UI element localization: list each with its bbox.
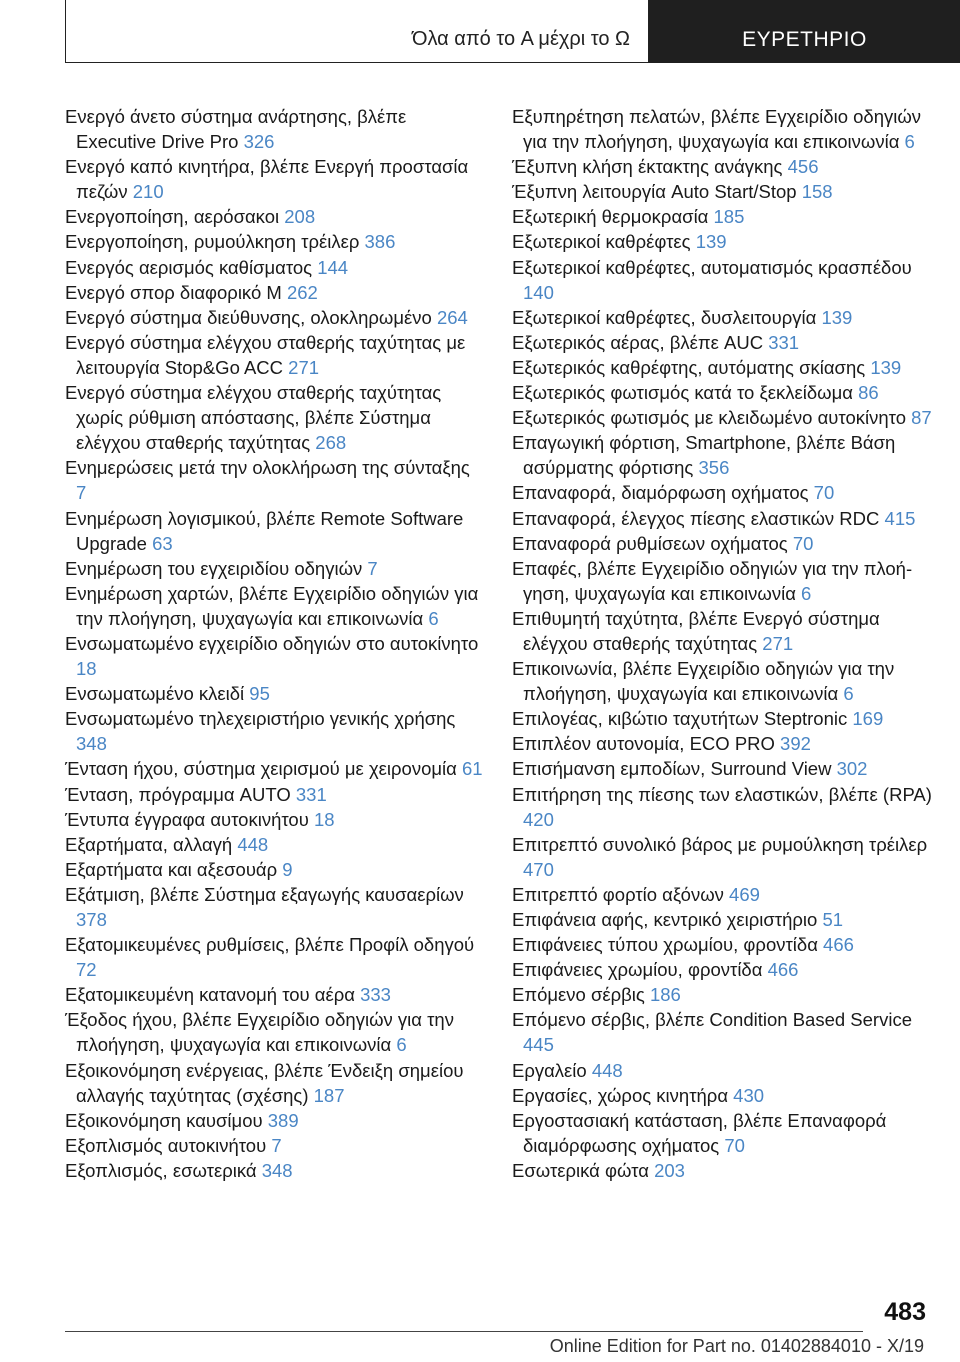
page-reference-link[interactable]: 264 — [436, 306, 468, 328]
page-reference-link[interactable]: 6 — [801, 582, 812, 604]
index-entry-text: Έντυπα έγγραφα αυτοκινήτου — [65, 808, 314, 830]
page-reference-link[interactable]: 389 — [267, 1109, 299, 1131]
page-reference-link[interactable]: 186 — [649, 984, 681, 1006]
index-entry — [65, 280, 485, 305]
page-reference-link[interactable]: 208 — [284, 206, 316, 228]
page-reference-link[interactable]: 333 — [360, 984, 391, 1006]
index-entry — [65, 1158, 485, 1183]
index-entry-text: Επιτρεπτό φορτίο αξόνων — [512, 883, 730, 905]
index-entry — [512, 782, 932, 832]
page-reference-link[interactable]: 262 — [286, 281, 318, 303]
index-entry — [65, 506, 485, 556]
index-entry-text: Επόμενο σέρβις, βλέπε Condition Based Service — [512, 1009, 912, 1031]
index-entry — [65, 380, 485, 455]
header-index-tab[interactable] — [649, 0, 960, 63]
index-entry-text: Εργαλείο — [512, 1059, 592, 1081]
index-entry-text: Ένταση, πρόγραμμα AUTO — [65, 783, 296, 805]
page-reference-link[interactable]: 95 — [249, 683, 270, 705]
index-entry — [512, 731, 932, 756]
page-reference-link[interactable]: 7 — [271, 1134, 282, 1156]
page-reference-link[interactable]: 70 — [813, 482, 835, 504]
page-reference-link[interactable]: 6 — [396, 1034, 407, 1056]
index-entry — [65, 631, 485, 681]
page-reference-link[interactable]: 386 — [364, 231, 396, 253]
index-column-right — [512, 104, 932, 1183]
page-reference-link[interactable]: 302 — [836, 758, 868, 780]
index-entry — [512, 330, 932, 355]
index-entry-text: Εξυπηρέτηση πελατών, βλέπε Εγχειρίδιο οδηγιών για την πλοήγηση, ψυχαγωγία και επικοινωνία — [512, 106, 922, 153]
index-entry — [512, 907, 932, 932]
index-entry — [512, 506, 932, 531]
page-reference-link[interactable]: 139 — [870, 356, 902, 378]
index-entry-text: Ενημέρωση χαρτών, βλέπε Εγχειρίδιο οδηγιών για την πλοήγηση, ψυχαγωγία και επικοινωνία — [65, 582, 479, 629]
index-entry-text: Ενημέρωση του εγχειριδίου οδηγιών — [65, 557, 368, 579]
page-reference-link[interactable]: 348 — [76, 733, 107, 755]
page-reference-link[interactable]: 415 — [884, 507, 916, 529]
index-entry-text: Εξωτερικός αέρας, βλέπε AUC — [512, 331, 769, 353]
index-entry — [512, 1007, 932, 1057]
index-entry-text: Έξυπνη λειτουργία Auto Start/Stop — [512, 181, 802, 203]
page-reference-link[interactable]: 70 — [792, 532, 814, 554]
index-entry-text: Ενεργό σπορ διαφορικό M — [65, 281, 287, 303]
page-reference-link[interactable]: 18 — [313, 808, 335, 830]
index-entry — [65, 1133, 485, 1158]
index-entry-text: Επαγωγική φόρτιση, Smartphone, βλέπε Βάση ασύρματης φόρτισης — [512, 432, 896, 479]
index-entry — [65, 807, 485, 832]
index-entry-text: Ενεργός αερισμός καθίσματος — [65, 256, 318, 278]
index-entry — [65, 756, 485, 781]
index-entry — [512, 355, 932, 380]
index-entry-text: Επισήμανση εμποδίων, Surround View — [512, 758, 837, 780]
page-reference-link[interactable]: 392 — [780, 733, 811, 755]
index-entry-text: Ένταση ήχου, σύστημα χειρισμού με χειρονομία — [65, 758, 462, 780]
index-entry — [65, 330, 485, 380]
index-entry-text: Επιτήρηση της πίεσης των ελαστικών, βλέπε (RPA) — [512, 783, 932, 805]
index-entry-text: Εξοπλισμός, εσωτερικά — [65, 1159, 262, 1181]
index-entry — [65, 255, 485, 280]
index-entry — [512, 380, 932, 405]
index-entry-text: Εργασίες, χώρος κινητήρα — [512, 1084, 734, 1106]
index-entry — [512, 405, 932, 430]
page-reference-link[interactable]: 466 — [767, 959, 799, 981]
page-reference-link[interactable]: 18 — [76, 658, 97, 680]
index-entry — [512, 179, 932, 204]
page-reference-link[interactable]: 331 — [768, 331, 800, 353]
index-entry-text: Επιπλέον αυτονομία, ECO PRO — [512, 733, 781, 755]
index-entry-text: Ενεργό καπό κινητήρα, βλέπε Ενεργή προστασία πεζών — [65, 156, 469, 203]
index-entry-text: Εξατομικευμένες ρυθμίσεις, βλέπε Προφίλ οδηγού — [65, 934, 475, 956]
page-reference-link[interactable]: 466 — [823, 934, 854, 956]
index-entry — [512, 1158, 932, 1183]
index-entry — [65, 204, 485, 229]
index-entry-text: Εξαρτήματα και αξεσουάρ — [65, 858, 283, 880]
index-entry — [65, 932, 485, 982]
index-entry — [512, 305, 932, 330]
page-reference-link[interactable]: 420 — [523, 808, 554, 830]
page-reference-link[interactable]: 72 — [76, 959, 97, 981]
index-entry-text: Επαναφορά, έλεγχος πίεσης ελαστικών RDC — [512, 507, 885, 529]
page-reference-link[interactable]: 144 — [317, 256, 349, 278]
page-reference-link[interactable]: 140 — [523, 281, 554, 303]
index-entry — [512, 656, 932, 706]
index-entry-text: Εξατομικευμένη κατανομή του αέρα — [65, 984, 361, 1006]
index-entry — [65, 882, 485, 932]
index-entry-text: Ενεργό άνετο σύστημα ανάρτησης, βλέπε Executive Drive Pro — [65, 106, 407, 153]
index-entry-text: Εργοστασιακή κατάσταση, βλέπε Επαναφορά διαμόρφωσης οχήματος — [512, 1109, 887, 1156]
index-entry — [65, 305, 485, 330]
index-entry — [512, 255, 932, 305]
page-reference-link[interactable]: 326 — [243, 131, 275, 153]
page-reference-link[interactable]: 6 — [428, 607, 439, 629]
index-entry — [65, 706, 485, 756]
index-entry — [512, 932, 932, 957]
index-entry — [512, 832, 932, 882]
page-reference-link[interactable]: 185 — [713, 206, 745, 228]
index-column-left — [65, 104, 485, 1183]
page-reference-link[interactable]: 70 — [724, 1134, 745, 1156]
index-entry-text: Επαναφορά ρυθμίσεων οχήματος — [512, 532, 793, 554]
index-entry-text: Εσωτερικά φώτα — [512, 1159, 655, 1181]
page-reference-link[interactable]: 445 — [523, 1034, 554, 1056]
page-reference-link[interactable]: 86 — [858, 382, 879, 404]
index-entry-text: Επόμενο σέρβις — [512, 984, 650, 1006]
index-entry-text: Εξοπλισμός αυτοκινήτου — [65, 1134, 272, 1156]
page-reference-link[interactable]: 63 — [152, 532, 173, 554]
index-entry — [512, 229, 932, 254]
page-reference-link[interactable]: 203 — [654, 1159, 685, 1181]
page-reference-link[interactable]: 356 — [698, 457, 730, 479]
index-entry-text: Ενεργό σύστημα διεύθυνσης, ολοκληρωμένο — [65, 306, 437, 328]
page-reference-link[interactable]: 271 — [288, 356, 320, 378]
page-reference-link[interactable]: 7 — [76, 482, 87, 504]
header-section-box — [65, 0, 649, 63]
index-entry — [512, 606, 932, 656]
index-entry-text: Επικοινωνία, βλέπε Εγχειρίδιο οδηγιών για την πλοήγηση, ψυχαγωγία και επικοινωνία — [512, 658, 895, 705]
index-entry — [65, 581, 485, 631]
page-reference-link[interactable]: 348 — [261, 1159, 293, 1181]
footer-edition-text: Online Edition for Part no. 01402884010 - X/19 — [549, 1336, 924, 1356]
index-entry-text: Επιφάνειες χρωμίου, φροντίδα — [512, 959, 768, 981]
page-reference-link[interactable]: 470 — [523, 858, 554, 880]
index-entry-text: Ενσωματωμένο εγχειρίδιο οδηγιών στο αυτοκίνητο — [65, 632, 479, 654]
index-entry-text: Εξοικονόμηση καυσίμου — [65, 1109, 268, 1131]
index-entry-text: Ενημέρωση λογισμικού, βλέπε Remote Software Upgrade — [65, 507, 464, 554]
index-entry — [65, 782, 485, 807]
index-entry-text: Εξωτερικός φωτισμός κατά το ξεκλείδωμα — [512, 382, 859, 404]
index-entry-text: Επιφάνειες τύπου χρωμίου, φροντίδα — [512, 934, 824, 956]
index-entry — [512, 706, 932, 731]
section-title: Όλα από το A μέχρι το Ω — [412, 28, 630, 50]
index-entry-text: Εξάτμιση, βλέπε Σύστημα εξαγωγής καυσαερίων — [65, 883, 464, 905]
page-reference-link[interactable]: 271 — [762, 632, 794, 654]
page-reference-link[interactable]: 169 — [852, 708, 884, 730]
index-entry-text: Ενσωματωμένο κλειδί — [65, 683, 250, 705]
page-reference-link[interactable]: 456 — [787, 156, 819, 178]
index-entry-text: Εξαρτήματα, αλλαγή — [65, 833, 238, 855]
index-entry — [65, 104, 485, 154]
index-entry-text: Επιθυμητή ταχύτητα, βλέπε Ενεργό σύστημα ελέγχου σταθερής ταχύτητας — [512, 607, 880, 654]
index-entry-text: Επαναφορά, διαμόρφωση οχήματος — [512, 482, 814, 504]
index-entry-text: Εξωτερικός καθρέφτης, αυτόματης σκίασης — [512, 356, 871, 378]
index-entry — [512, 1108, 932, 1158]
page-number: 483 — [884, 1298, 926, 1326]
index-entry — [65, 832, 485, 857]
page-reference-link[interactable]: 448 — [591, 1059, 623, 1081]
footer-divider — [65, 1331, 863, 1332]
tab-label: ΕΥΡΕΤΗΡΙΟ — [742, 28, 867, 51]
index-entry-text: Εξοικονόμηση ενέργειας, βλέπε Ένδειξη σημείου αλλαγής ταχύτητας (σχέσης) — [65, 1059, 464, 1106]
index-entry — [512, 982, 932, 1007]
index-entry-text: Εξωτερικοί καθρέφτες, αυτοματισμός κρασπέδου — [512, 256, 912, 278]
index-entry-text: Επιλογέας, κιβώτιο ταχυτήτων Steptronic — [512, 708, 853, 730]
index-entry-text: Ενεργό σύστημα ελέγχου σταθερής ταχύτητας χωρίς ρύθμιση απόστασης, βλέπε Σύστημα ελέγχου σταθερής ταχύτητας — [65, 382, 442, 454]
index-entry-text: Έξυπνη κλήση έκτακτης ανάγκης — [512, 156, 788, 178]
index-entry — [65, 229, 485, 254]
page-reference-link[interactable]: 210 — [132, 181, 164, 203]
page-reference-link[interactable]: 158 — [801, 181, 833, 203]
index-entry-text: Εξωτερικός φωτισμός με κλειδωμένο αυτοκίνητο — [512, 407, 912, 429]
index-entry — [512, 556, 932, 606]
index-entry-text: Ενεργοποίηση, ρυμούλκηση τρέιλερ — [65, 231, 365, 253]
page-reference-link[interactable]: 139 — [695, 231, 727, 253]
index-entry — [65, 1058, 485, 1108]
index-entry — [65, 1007, 485, 1057]
index-entry — [512, 882, 932, 907]
page-reference-link[interactable]: 9 — [282, 858, 293, 880]
page-reference-link[interactable]: 139 — [821, 306, 853, 328]
index-entry — [512, 756, 932, 781]
page-reference-link[interactable]: 378 — [76, 909, 107, 930]
page-reference-link[interactable]: 6 — [843, 683, 854, 705]
index-entry — [512, 104, 932, 154]
index-entry — [65, 681, 485, 706]
page-reference-link[interactable]: 187 — [313, 1084, 345, 1106]
index-entry — [65, 154, 485, 204]
index-entry-text: Εξωτερικοί καθρέφτες — [512, 231, 696, 253]
page-reference-link[interactable]: 448 — [237, 833, 269, 855]
index-entry — [65, 556, 485, 581]
index-entry — [65, 857, 485, 882]
page-reference-link[interactable]: 331 — [295, 783, 327, 805]
index-entry-text: Ενεργοποίηση, αερόσακοι — [65, 206, 285, 228]
index-entry — [512, 957, 932, 982]
index-entry — [512, 480, 932, 505]
index-entry-text: Επιφάνεια αφής, κεντρικό χειριστήριο — [512, 909, 823, 930]
index-entry-text: Έξοδος ήχου, βλέπε Εγχειρίδιο οδηγιών για την πλοήγηση, ψυχαγωγία και επικοινωνία — [65, 1009, 454, 1056]
page-reference-link[interactable]: 6 — [904, 131, 915, 153]
index-entry — [512, 1083, 932, 1108]
index-entry-text: Ενεργό σύστημα ελέγχου σταθερής ταχύτητας με λειτουργία Stop&Go ACC — [65, 331, 466, 378]
index-entry-text: Εξωτερικοί καθρέφτες, δυσλειτουργία — [512, 306, 822, 328]
page-reference-link[interactable]: 469 — [729, 883, 760, 905]
index-entry — [65, 1108, 485, 1133]
index-entry-text: Εξωτερική θερμοκρασία — [512, 206, 714, 228]
index-entry — [512, 1058, 932, 1083]
page-reference-link[interactable]: 268 — [315, 432, 347, 454]
index-entry-text: Επιτρεπτό συνολικό βάρος με ρυμούλκηση τρέιλερ — [512, 833, 928, 855]
index-entry — [512, 430, 932, 480]
page-reference-link[interactable]: 7 — [367, 557, 378, 579]
page-reference-link[interactable]: 51 — [822, 909, 844, 930]
index-entry-text: Ενσωματωμένο τηλεχειριστήριο γενικής χρήσης — [65, 708, 456, 730]
index-entry — [65, 455, 485, 505]
index-entry — [512, 154, 932, 179]
index-entry — [65, 982, 485, 1007]
index-entry — [512, 531, 932, 556]
page-reference-link[interactable]: 430 — [733, 1084, 765, 1106]
index-entry-text: Ενημερώσεις μετά την ολοκλήρωση της σύνταξης — [65, 457, 470, 479]
index-entry-text: Επαφές, βλέπε Εγχειρίδιο οδηγιών για την πλοήγηση, ψυχαγωγία και επικοινωνία — [512, 557, 913, 604]
page-reference-link[interactable]: 61 — [461, 758, 483, 780]
page-reference-link[interactable]: 87 — [911, 407, 932, 429]
index-entry — [512, 204, 932, 229]
